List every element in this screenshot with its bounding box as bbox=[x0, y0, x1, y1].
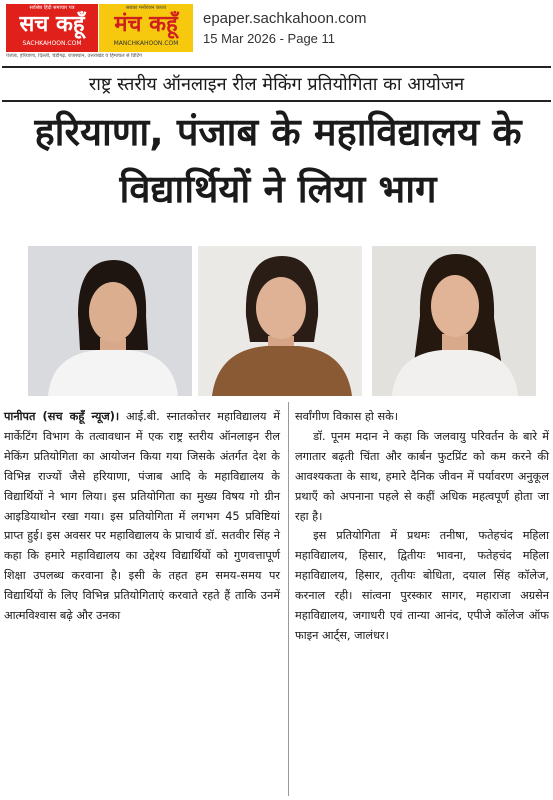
epaper-url[interactable]: epaper.sachkahoon.com bbox=[203, 10, 367, 27]
top-divider bbox=[2, 66, 551, 68]
article-column-right bbox=[295, 407, 549, 646]
edition-date-page: 15 Mar 2026 - Page 11 bbox=[203, 31, 336, 46]
paragraph bbox=[4, 407, 280, 626]
article-kicker: राष्ट्र स्तरीय ऑनलाइन रील मेकिंग प्रतियोगिता का आयोजन bbox=[88, 74, 465, 95]
paragraph-text: आई.बी. स्नातकोत्तर महाविद्यालय में मार्केटिंग विभाग के तत्वावधान में एक राष्ट्र स्तरीय ऑनलाइन रील मेकिंग प्रतियोगिता का आयोजन किया गया जिसके अंतर्गत देश के विभिन्न राज्यों जैसे हरियाणा, पंजाब आदि के महाविद्यालय के विद्यार्थियों ने भाग लिया। इस प्रतियोगिता का मुख्य विषय गो ग्रीन आइडियाथोन रखा गया। इस प्रतियोगिता में लगभग 45 प्रविष्टियां प्राप्त हुई। इस अवसर पर महाविद्यालय के प्राचार्य डॉ. सतवीर सिंह ने कहा कि हमारे महाविद्यालय का उद्देश्य विद्यार्थियों को गुणवत्तापूर्ण शिक्षा उपलब्ध करवाना है। इसी के तहत हम समय-समय पर विद्यार्थियों के लिए विभिन्न प्रतियोगिताएं करवाते रहते हैं ताकि उनमें आत्मविश्वास बढ़े और उनका bbox=[4, 410, 280, 623]
dateline: पानीपत (सच कहूँ न्यूज)। bbox=[4, 410, 120, 423]
article-column-left bbox=[4, 407, 280, 626]
sachkahoon-logo[interactable] bbox=[6, 4, 98, 52]
paragraph: डॉ. पूनम मदान ने कहा कि जलवायु परिवर्तन के बारे में लगातार बढ़ती चिंता और कार्बन फुटप्रिंट को कम करने की आवश्यकता के साथ, हमारे दैनिक जीवन में पर्यावरण अनुकूल प्रथाएँ को अपनाना पहले से कहीं अधिक महत्वपूर्ण होता जा रहा है। bbox=[295, 429, 549, 523]
logo-name: मंच कहूँ bbox=[114, 12, 178, 37]
student-photo-1 bbox=[28, 246, 192, 396]
column-divider bbox=[288, 402, 289, 796]
paragraph: इस प्रतियोगिता में प्रथमः तनीषा, फतेहचंद महिला महाविद्यालय, हिसार, द्वितीयः भावना, फतेहचंद महिला महाविद्यालय, हिसार, तृतीयः बोधिता, दयाल सिंह कॉलेज, करनाल रही। सांत्वना पुरस्कार सागर, महाराजा अग्रसेन महाविद्यालय, जगाधरी एवं तान्या आनंद, एपीजे कॉलेज ऑफ फाइन आर्ट्स, जालंधर। bbox=[295, 529, 549, 642]
regions-line: पंजाब, हरियाणा, दिल्ली, चंडीगढ़, राजस्थान, उत्तराखंड व हिमाचल से प्रिंटिंग bbox=[6, 53, 142, 59]
kicker-divider bbox=[2, 100, 551, 102]
logo-tagline: सबका मनोरंजन करता bbox=[125, 5, 167, 11]
masthead bbox=[0, 0, 553, 58]
article-headline: हरियाणा, पंजाब के महाविद्यालय के विद्यार्थियों ने लिया भाग bbox=[34, 110, 522, 211]
manchkahoon-logo[interactable] bbox=[99, 4, 193, 52]
logo-name: सच कहूँ bbox=[19, 12, 85, 37]
student-photo-2 bbox=[198, 246, 362, 396]
student-photo-3 bbox=[372, 246, 536, 396]
paragraph: सर्वांगीण विकास हो सके। bbox=[295, 410, 399, 423]
logo-site: SACHKAHOON.COM bbox=[22, 40, 82, 47]
logo-tagline: सर्वश्रेष्ठ हिंदी समाचार पत्र bbox=[29, 5, 75, 11]
logo-site: MANCHKAHOON.COM bbox=[113, 40, 179, 47]
